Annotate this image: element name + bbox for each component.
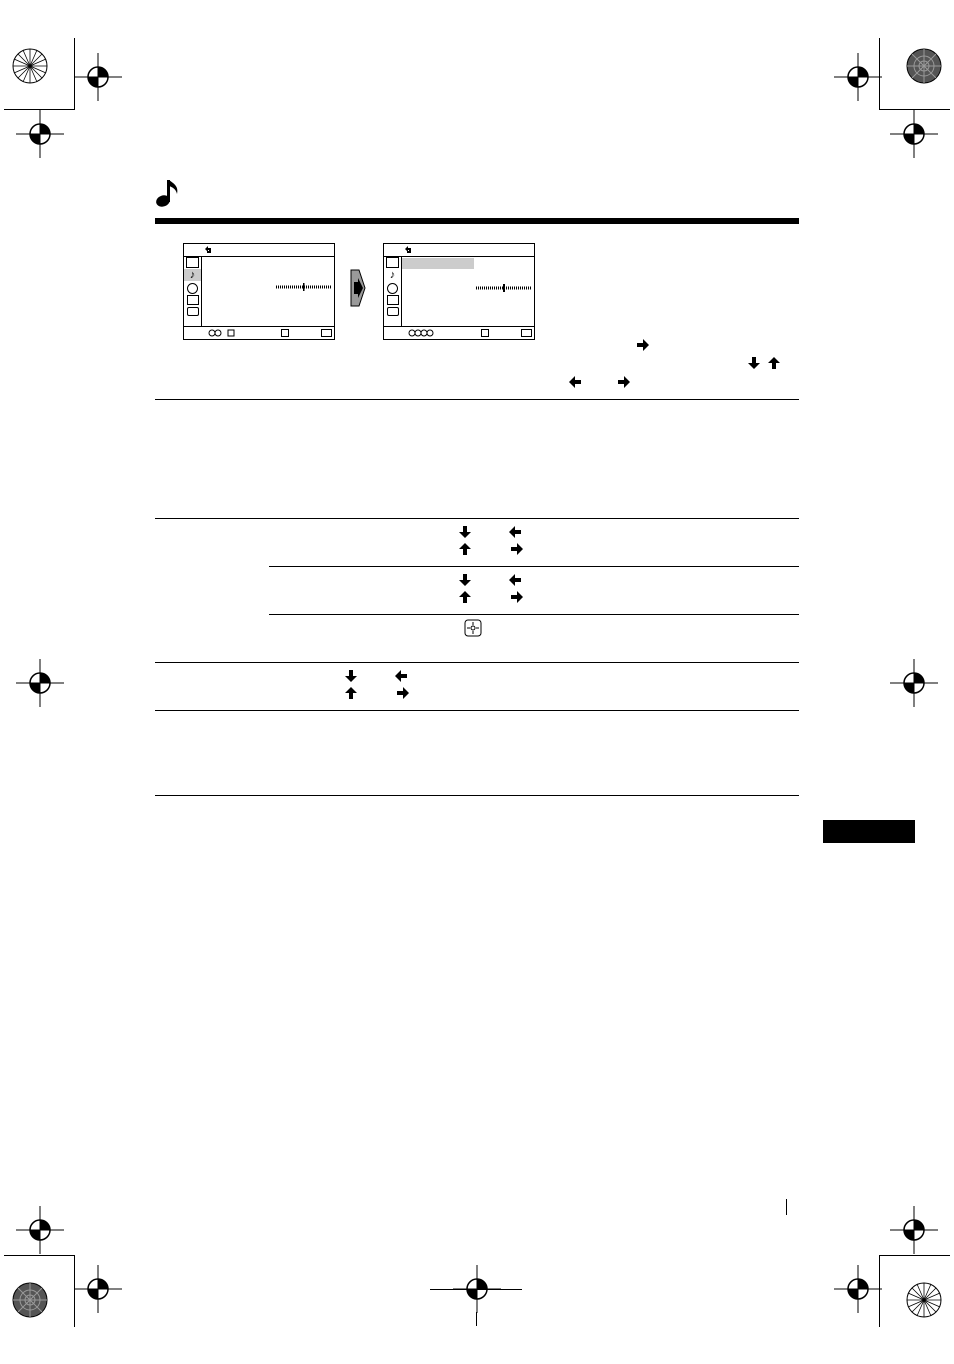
registration-mark-icon xyxy=(16,1206,64,1254)
music-note-icon xyxy=(155,178,181,208)
menu-sidebar xyxy=(384,256,402,327)
arrow-right-icon xyxy=(510,590,524,604)
menu-small-icon xyxy=(521,329,532,337)
selected-item-highlight xyxy=(402,258,474,269)
navigation-buttons-icon xyxy=(408,329,436,337)
picture-menu-icon xyxy=(386,257,399,268)
table-rule xyxy=(269,566,799,567)
header-rule xyxy=(155,218,799,224)
table-rule xyxy=(155,662,799,663)
arrow-down-icon xyxy=(458,573,472,587)
menu-small-icon xyxy=(321,329,332,337)
ok-button-icon xyxy=(464,619,482,637)
registration-mark-icon xyxy=(834,1265,882,1313)
ok-small-icon xyxy=(481,329,489,337)
table-rule xyxy=(155,795,799,796)
color-wheel-icon xyxy=(906,1282,942,1318)
sound-menu-icon: ♪ xyxy=(389,269,396,281)
menu-sidebar xyxy=(184,256,202,327)
timer-menu-icon xyxy=(387,283,398,294)
menu-screen-sound-selected xyxy=(383,243,535,340)
menu-screen-sound xyxy=(183,243,335,340)
navigation-buttons-icon xyxy=(208,329,236,337)
arrow-left-icon xyxy=(568,375,582,389)
registration-mark-icon xyxy=(890,110,938,158)
arrow-left-icon xyxy=(508,525,522,539)
registration-mark-icon xyxy=(890,1206,938,1254)
arrow-right-icon xyxy=(617,375,631,389)
preset-menu-icon xyxy=(387,307,399,316)
screen-title-bar xyxy=(384,244,534,257)
screen-title-bar xyxy=(184,244,334,257)
arrow-right-icon xyxy=(636,338,650,352)
right-arrow-button-icon xyxy=(349,268,367,308)
registration-mark-icon xyxy=(16,659,64,707)
screen-button-bar xyxy=(184,326,334,339)
return-icon xyxy=(204,246,212,254)
sound-menu-icon: ♪ xyxy=(184,269,201,281)
color-wheel-icon xyxy=(906,48,942,84)
table-rule xyxy=(155,399,799,400)
registration-mark-icon xyxy=(16,110,64,158)
table-rule xyxy=(269,614,799,615)
color-wheel-icon xyxy=(12,48,48,84)
crop-line xyxy=(476,1312,477,1326)
arrow-left-icon xyxy=(394,669,408,683)
registration-mark-icon xyxy=(834,53,882,101)
setup-menu-icon xyxy=(387,295,399,305)
ok-small-icon xyxy=(281,329,289,337)
balance-slider xyxy=(476,284,532,292)
arrow-down-icon xyxy=(747,356,761,370)
arrow-left-icon xyxy=(508,573,522,587)
arrow-up-icon xyxy=(344,686,358,700)
picture-menu-icon xyxy=(186,257,199,268)
arrow-up-icon xyxy=(458,590,472,604)
registration-mark-icon xyxy=(890,659,938,707)
page-number-divider xyxy=(786,1199,787,1215)
balance-slider xyxy=(276,283,332,291)
arrow-right-icon xyxy=(510,542,524,556)
timer-menu-icon xyxy=(187,283,198,294)
section-tab xyxy=(823,820,915,843)
arrow-up-icon xyxy=(767,356,781,370)
arrow-up-icon xyxy=(458,542,472,556)
arrow-right-icon xyxy=(396,686,410,700)
table-rule xyxy=(155,518,799,519)
color-wheel-icon xyxy=(12,1282,48,1318)
registration-mark-icon xyxy=(74,1265,122,1313)
arrow-down-icon xyxy=(458,525,472,539)
arrow-down-icon xyxy=(344,669,358,683)
preset-menu-icon xyxy=(187,307,199,316)
return-icon xyxy=(404,246,412,254)
setup-menu-icon xyxy=(187,295,199,305)
screen-button-bar xyxy=(384,326,534,339)
registration-mark-icon xyxy=(74,53,122,101)
crop-line xyxy=(430,1289,522,1290)
table-rule xyxy=(155,710,799,711)
